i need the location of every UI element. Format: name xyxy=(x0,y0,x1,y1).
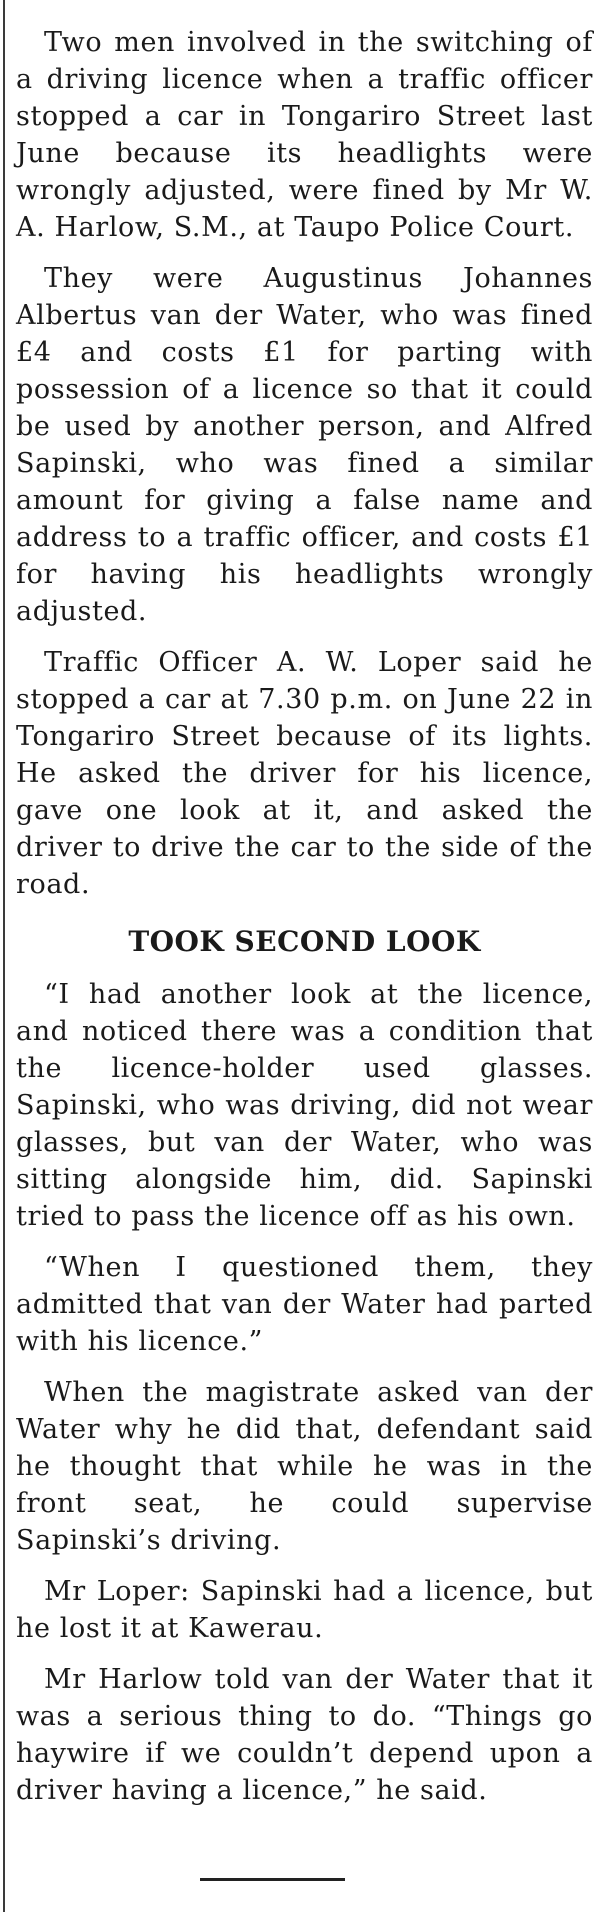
article-paragraph: When the magistrate asked van der Water why he did that, defendant said he thought that while he was in the front seat, he could supervise Sapinski’s driving. xyxy=(16,1377,593,1556)
article-paragraph: Traffic Officer A. W. Loper said he stopped a car at 7.30 p.m. on June 22 in Tongariro Street because of its lights. He asked the driver for his licence, gave one look at it, and asked the driver to drive the car to the side of the road. xyxy=(16,647,593,900)
article-paragraph: Mr Harlow told van der Water that it was a serious thing to do. “Things go haywire if we couldn’t depend upon a driver having a licence,” he said. xyxy=(16,1664,593,1806)
article-paragraph: Mr Loper: Sapinski had a licence, but he lost it at Kawerau. xyxy=(16,1576,593,1644)
column-rule-left xyxy=(3,0,5,1912)
article-paragraph: “I had another look at the licence, and noticed there was a condition that the licence-holder used glasses. Sapinski, who was driving, did not wear glasses, but van der Water, who was sitting alongside him, did. Sapinski tried to pass the licence off as his own. xyxy=(16,979,593,1232)
article-subheading: TOOK SECOND LOOK xyxy=(128,925,481,958)
article-paragraph: “When I questioned them, they admitted that van der Water had parted with his licence.” xyxy=(16,1252,593,1357)
news-article xyxy=(16,24,593,1823)
article-paragraph: They were Augustinus Johannes Albertus van der Water, who was fined £4 and costs £1 for parting with possession of a licence so that it could be used by another person, and Alfred Sapinski, who was fined a similar amount for giving a false name and address to a traffic officer, and costs £1 for having his headlights wrongly adjusted. xyxy=(16,263,593,627)
article-paragraph: Two men involved in the switching of a driving licence when a traffic officer stopped a car in Tongariro Street last June because its headlights were wrongly adjusted, were fined by Mr W. A. Harlow, S.M., at Taupo Police Court. xyxy=(16,27,593,243)
end-rule xyxy=(200,1878,345,1881)
